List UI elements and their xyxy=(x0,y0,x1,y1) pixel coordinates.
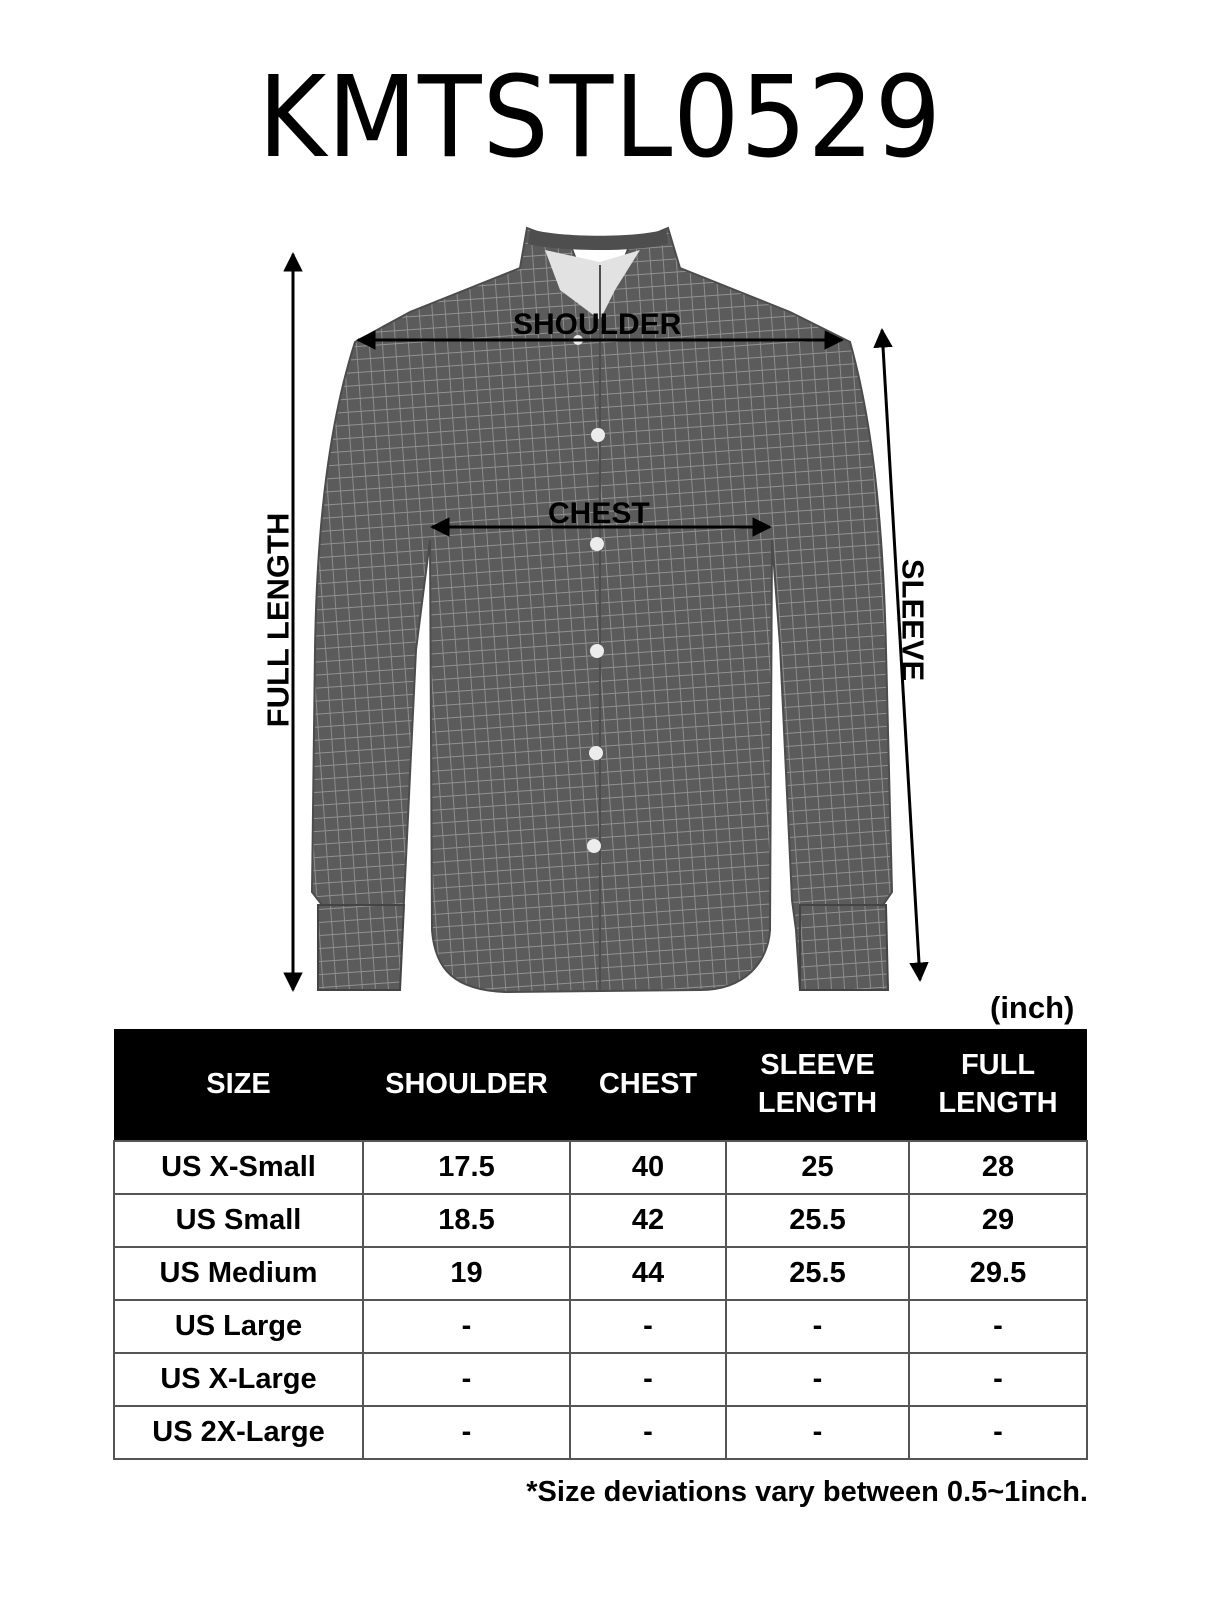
table-row xyxy=(114,1141,1087,1194)
cell-chest: - xyxy=(570,1353,726,1406)
cell-shoulder: 18.5 xyxy=(363,1194,570,1247)
shirt-button xyxy=(590,537,604,551)
cell-shoulder: 17.5 xyxy=(363,1141,570,1194)
header-sleeve-line1: SLEEVE xyxy=(760,1049,875,1082)
cell-chest: 42 xyxy=(570,1194,726,1247)
sleeve-label: SLEEVE xyxy=(895,558,931,682)
cell-size: US Large xyxy=(114,1300,363,1353)
header-sleeve-line2: LENGTH xyxy=(757,1086,878,1119)
cell-sleeve-length: 25 xyxy=(726,1141,909,1194)
header-shoulder: SHOULDER xyxy=(363,1029,570,1141)
cell-full-length: - xyxy=(909,1353,1087,1406)
header-full-length xyxy=(909,1029,1087,1141)
product-code-title: KMTSTL0529 xyxy=(258,53,942,183)
cell-sleeve-length: - xyxy=(726,1300,909,1353)
size-chart-table xyxy=(113,1029,1088,1460)
cell-shoulder: - xyxy=(363,1300,570,1353)
table-row xyxy=(114,1194,1087,1247)
cell-size: US X-Small xyxy=(114,1141,363,1194)
cell-size: US Small xyxy=(114,1194,363,1247)
cell-size: US Medium xyxy=(114,1247,363,1300)
cell-full-length: 29.5 xyxy=(909,1247,1087,1300)
shirt-button xyxy=(587,839,601,853)
cell-size: US 2X-Large xyxy=(114,1406,363,1459)
cell-sleeve-length: 25.5 xyxy=(726,1247,909,1300)
cell-chest: 44 xyxy=(570,1247,726,1300)
shirt-button xyxy=(590,644,604,658)
cell-chest: - xyxy=(570,1300,726,1353)
table-row xyxy=(114,1247,1087,1300)
size-deviation-note: *Size deviations vary between 0.5~1inch. xyxy=(526,1476,1088,1508)
cell-sleeve-length: - xyxy=(726,1406,909,1459)
cell-sleeve-length: 25.5 xyxy=(726,1194,909,1247)
cell-chest: 40 xyxy=(570,1141,726,1194)
cell-full-length: - xyxy=(909,1406,1087,1459)
unit-label: (inch) xyxy=(990,990,1075,1025)
cell-shoulder: 19 xyxy=(363,1247,570,1300)
cell-full-length: 28 xyxy=(909,1141,1087,1194)
cell-shoulder: - xyxy=(363,1353,570,1406)
cell-sleeve-length: - xyxy=(726,1353,909,1406)
full-length-label: FULL LENGTH xyxy=(260,512,296,728)
table-header-row xyxy=(114,1029,1087,1141)
shirt-button xyxy=(591,428,605,442)
header-chest: CHEST xyxy=(570,1029,726,1141)
chest-label: CHEST xyxy=(548,497,650,530)
cell-full-length: - xyxy=(909,1300,1087,1353)
header-full-line2: LENGTH xyxy=(938,1086,1058,1119)
shirt-body xyxy=(312,228,892,992)
header-full-line1: FULL xyxy=(960,1049,1036,1082)
cell-shoulder: - xyxy=(363,1406,570,1459)
cell-chest: - xyxy=(570,1406,726,1459)
table-row xyxy=(114,1406,1087,1459)
table-row xyxy=(114,1300,1087,1353)
header-sleeve-length xyxy=(726,1029,909,1141)
shirt-button xyxy=(589,746,603,760)
header-size: SIZE xyxy=(114,1029,363,1141)
cell-size: US X-Large xyxy=(114,1353,363,1406)
cell-full-length: 29 xyxy=(909,1194,1087,1247)
table-row xyxy=(114,1353,1087,1406)
shoulder-label: SHOULDER xyxy=(513,308,682,341)
